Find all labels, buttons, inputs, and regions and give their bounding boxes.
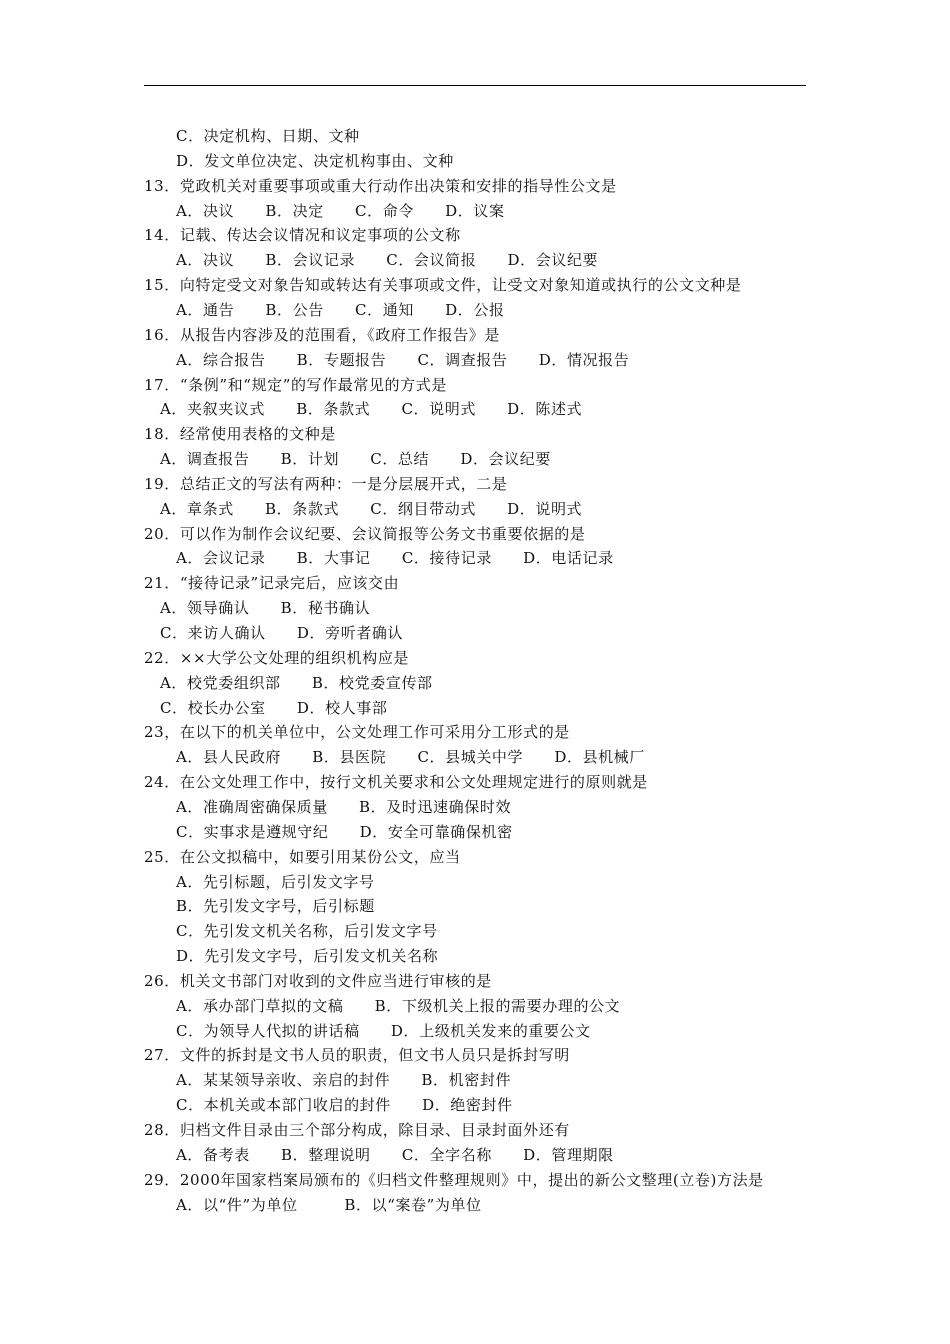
- answer-options: A．调查报告 B．计划 C．总结 D．会议纪要: [160, 450, 551, 469]
- answer-options: C．校长办公室 D．校人事部: [160, 698, 388, 717]
- answer-options: A．县人民政府 B．县医院 C．县城关中学 D．县机械厂: [176, 748, 645, 767]
- question-text: 15．向特定受文对象告知或转达有关事项或文件，让受文对象知道或执行的公文文种是: [144, 276, 742, 295]
- question-text: 20．可以作为制作会议纪要、会议简报等公务文书重要依据的是: [144, 524, 586, 543]
- answer-options: C．实事求是遵规守纪 D．安全可靠确保机密: [176, 822, 513, 841]
- question-text: 21．“接待记录”记录完后，应该交由: [144, 574, 400, 593]
- answer-options: C．来访人确认 D．旁听者确认: [160, 624, 404, 642]
- question-text: 18．经常使用表格的文种是: [144, 425, 336, 444]
- answer-options: A．承办部门草拟的文稿 B．下级机关上报的需要办理的公文: [176, 996, 621, 1015]
- answer-options: A．决议 B．会议记录 C．会议简报 D．会议纪要: [176, 251, 599, 270]
- answer-options: A．先引标题，后引发文字号: [176, 872, 375, 891]
- question-text: 27．文件的拆封是文书人员的职责，但文书人员只是拆封写明: [144, 1046, 570, 1065]
- question-text: 26．机关文书部门对收到的文件应当进行审核的是: [144, 971, 492, 990]
- answer-options: C．为领导人代拟的讲话稿 D．上级机关发来的重要公文: [176, 1021, 591, 1040]
- answer-options: A．通告 B．公告 C．通知 D．公报: [176, 300, 505, 319]
- answer-options: B．先引发文字号，后引标题: [176, 897, 375, 916]
- question-text: 16．从报告内容涉及的范围看，《政府工作报告》是: [144, 325, 500, 344]
- question-text: 24．在公文处理工作中，按行文机关要求和公文处理规定进行的原则就是: [144, 773, 648, 792]
- answer-options: A．某某领导亲收、亲启的封件 B．机密封件: [176, 1071, 512, 1090]
- answer-options: C．本机关或本部门收启的封件 D．绝密封件: [176, 1096, 513, 1115]
- answer-options: A．以“件”为单位 B．以“案卷”为单位: [176, 1195, 482, 1214]
- question-text: 23，在以下的机关单位中，公文处理工作可采用分工形式的是: [144, 723, 570, 742]
- answer-options: A．夹叙夹议式 B．条款式 C．说明式 D．陈述式: [160, 400, 583, 419]
- answer-options: C．先引发文机关名称，后引发文字号: [176, 922, 438, 941]
- answer-options: A．决议 B．决定 C．命令 D．议案: [176, 201, 505, 220]
- answer-options: A．备考表 B．整理说明 C．全字名称 D．管理期限: [176, 1145, 614, 1164]
- answer-options: A．领导确认 B．秘书确认: [160, 599, 371, 618]
- question-text: 19．总结正文的写法有两种：一是分层展开式，二是: [144, 474, 508, 493]
- question-text: 28．归档文件目录由三个部分构成，除目录、目录封面外还有: [144, 1121, 570, 1139]
- answer-options: A．准确周密确保质量 B．及时迅速确保时效: [176, 797, 512, 816]
- header-rule: [144, 85, 806, 86]
- answer-options: D．先引发文字号，后引发文机关名称: [176, 947, 439, 966]
- answer-options: A．章条式 B．条款式 C．纲目带动式 D．说明式: [160, 499, 583, 518]
- question-text: 17．“条例”和“规定”的写作最常见的方式是: [144, 375, 447, 394]
- answer-options: A．校党委组织部 B．校党委宣传部: [160, 673, 433, 692]
- question-text: 14．记载、传达会议情况和议定事项的公文称: [144, 226, 461, 245]
- question-text: 25．在公文拟稿中，如要引用某份公文，应当: [144, 847, 461, 866]
- question-text: 29．2000年国家档案局颁布的《归档文件整理规则》中，提出的新公文整理(立卷)方法是: [144, 1170, 764, 1189]
- question-text: 22．××大学公文处理的组织机构应是: [144, 648, 410, 667]
- answer-options: C．决定机构、日期、文种: [176, 127, 360, 145]
- answer-options: A．综合报告 B．专题报告 C．调查报告 D．情况报告: [176, 350, 630, 369]
- answer-options: A．会议记录 B．大事记 C．接待记录 D．电话记录: [176, 549, 614, 568]
- question-text: 13．党政机关对重要事项或重大行动作出决策和安排的指导性公文是: [144, 176, 617, 195]
- answer-options: D．发文单位决定、决定机构事由、文种: [176, 151, 454, 170]
